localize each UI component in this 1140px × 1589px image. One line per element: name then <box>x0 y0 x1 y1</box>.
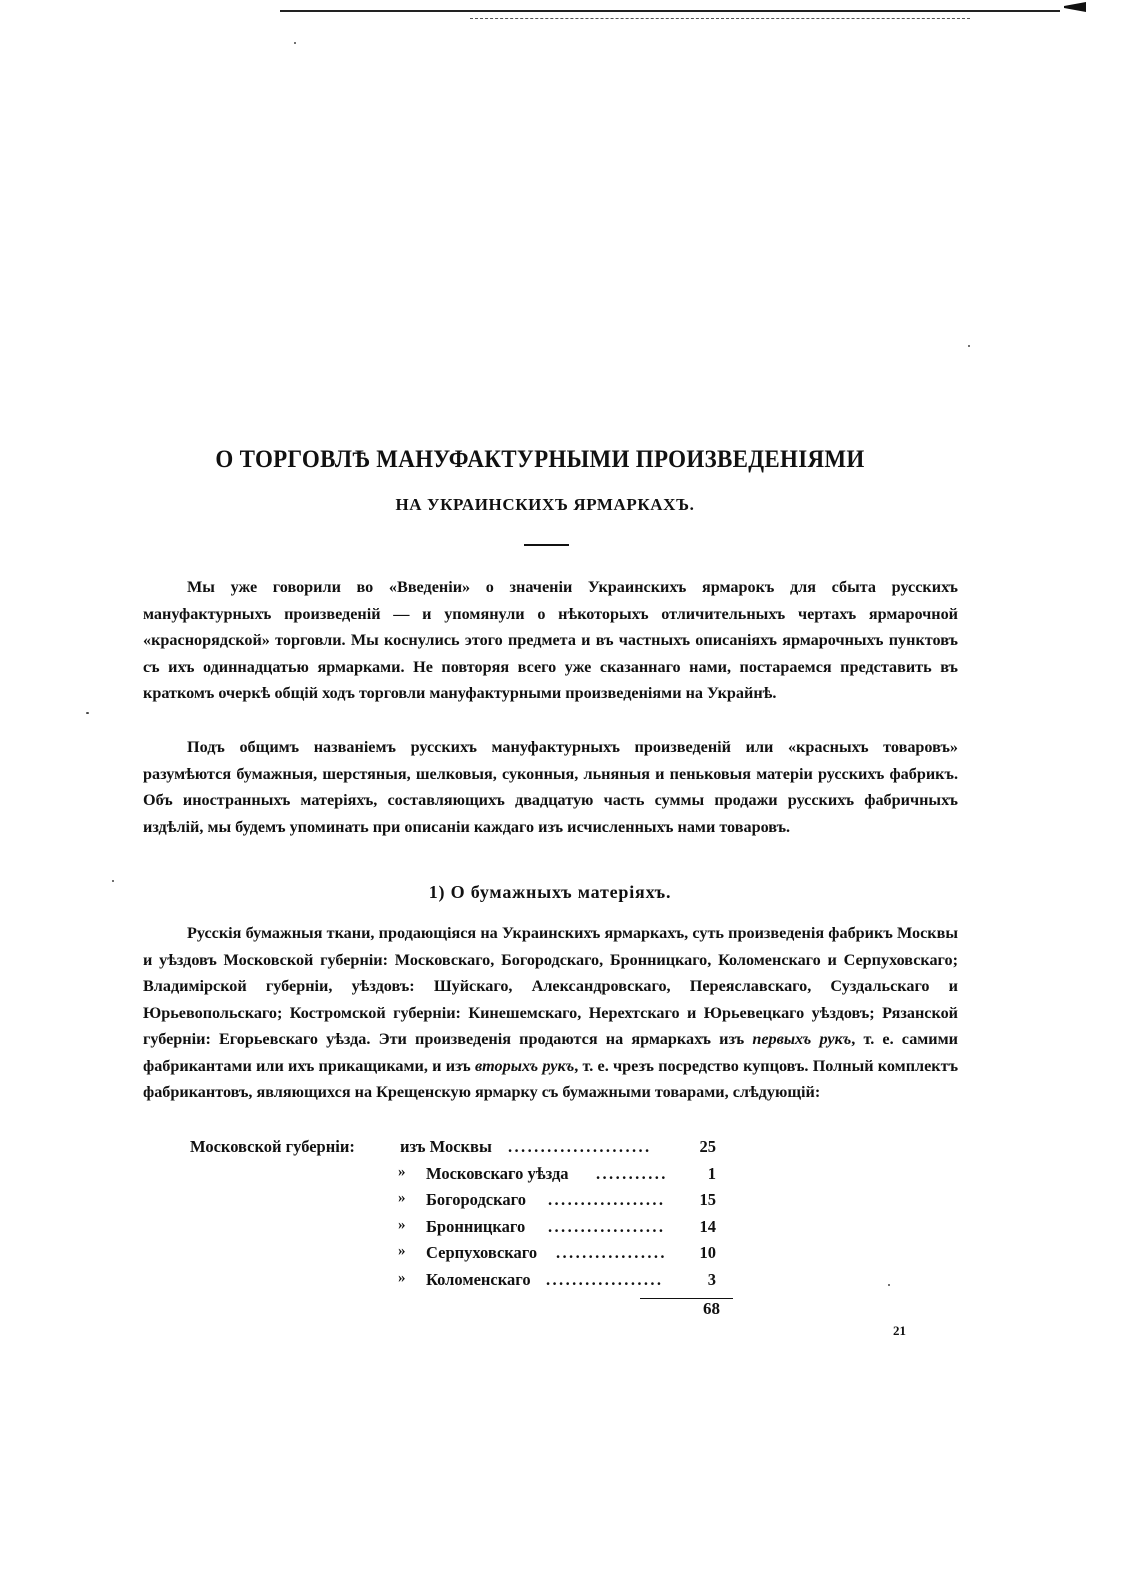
paragraph-cotton-text: Русскія бумажныя ткани, продающіяся на Украинскихъ ярмаркахъ, суть произведенія фабрикъ Москвы и уѣздовъ Московской губерніи: Московскаго, Богородскаго, Бронницкаго, Коломенскаго и Серпуховскаго; Владимірской губерніи, уѣздовъ: Шуйскаго, Александровскаго, Переяславскаго, Суздальскаго и Юрьевопольскаго; Костромской губерніи: Кинешемскаго, Нерехтскаго и Юрьевецкаго уѣздовъ; Рязанской губерніи: Егорьевскаго уѣзда. Эти произведенія продаются на ярмаркахъ изъ <box>143 924 958 1048</box>
table-row-value: 25 <box>699 1137 716 1156</box>
scan-speck <box>112 880 114 882</box>
scan-artifact-rule <box>470 18 970 19</box>
table-row-label: изъ Москвы <box>400 1137 492 1156</box>
table-row <box>0 1137 1140 1163</box>
table-total: 68 <box>703 1299 720 1318</box>
table-row-label: Богородскаго <box>426 1190 526 1209</box>
paragraph-intro: Мы уже говорили во «Введеніи» о значеніи Украинскихъ ярмарокъ для сбыта русскихъ мануфактурныхъ произведеній — и упомянули о нѣкоторыхъ отличительныхъ чертахъ ярмарочной «краснорядской» торговли. Мы коснулись этого предмета и въ частныхъ описаніяхъ ярмарочныхъ пунктовъ съ ихъ одиннадцатью ярмарками. Не повторяя всего уже сказаннаго нами, постараемся представить въ краткомъ очеркѣ общій ходъ торговли мануфактурными произведеніями на Украйнѣ. <box>143 578 958 702</box>
scan-artifact-mark <box>1064 2 1086 12</box>
title-divider <box>524 544 569 546</box>
table-row-value: 15 <box>699 1190 716 1209</box>
paragraph-cotton-text: , т. е. чрезъ посредство купцовъ. Полный комплектъ фабрикантовъ, являющихся на Крещенскую ярмарку съ бумажными товарами, слѣдующій: <box>143 1056 959 1101</box>
table-row-value: 10 <box>699 1243 716 1262</box>
scan-artifact-rule <box>280 10 1060 12</box>
table-row-value: 3 <box>707 1270 716 1289</box>
leader-dots: ........... <box>596 1164 668 1183</box>
table-row-label: Бронницкаго <box>426 1217 526 1236</box>
paragraph-definition: Подъ общимъ названіемъ русскихъ мануфактурныхъ произведеній или «красныхъ товаровъ» разумѣются бумажныя, шерстяныя, шелковыя, суконныя, льняныя и пеньковыя матеріи русскихъ фабрикъ. Объ иностранныхъ матеріяхъ, составляющихъ двадцатую часть суммы продажи русскихъ фабричныхъ издѣлій, мы будемъ упоминать при описаніи каждаго изъ исчисленныхъ нами товаровъ. <box>143 738 958 836</box>
scan-speck <box>968 345 970 347</box>
table-row <box>0 1270 1140 1296</box>
table-lead-label: Московской губерніи: <box>190 1137 355 1156</box>
paragraph-cotton-text: , т. е. самими фабрикантами или ихъ прикащиками, и изъ <box>143 1030 958 1075</box>
scan-speck <box>294 42 296 44</box>
emphasis-second-hands: вторыхъ рукъ <box>474 1056 575 1075</box>
leader-dots: .................. <box>548 1217 666 1236</box>
leader-dots: .................. <box>546 1270 664 1289</box>
ditto-mark: » <box>398 1164 406 1180</box>
table-row <box>0 1190 1140 1216</box>
scan-speck <box>86 712 89 714</box>
page-title: О ТОРГОВЛѢ МАНУФАКТУРНЫМИ ПРОИЗВЕДЕНІЯМИ <box>215 444 865 473</box>
page-number: 21 <box>893 1323 906 1338</box>
table-row-label: Серпуховскаго <box>426 1243 538 1262</box>
table-row-value: 1 <box>707 1164 716 1183</box>
ditto-mark: » <box>398 1270 406 1286</box>
leader-dots: .................. <box>548 1190 666 1209</box>
paragraph-cotton <box>143 920 958 1106</box>
emphasis-first-hands: первыхъ рукъ <box>752 1030 852 1048</box>
scan-speck <box>888 1284 890 1286</box>
table-row <box>0 1217 1140 1243</box>
page-subtitle: НА УКРАИНСКИХЪ ЯРМАРКАХЪ. <box>395 495 695 514</box>
leader-dots: ...................... <box>508 1137 652 1156</box>
table-row-value: 14 <box>699 1217 716 1236</box>
leader-dots: ................. <box>556 1243 667 1262</box>
table-row-label: Коломенскаго <box>426 1270 531 1289</box>
table-row-label: Московскаго уѣзда <box>426 1164 569 1183</box>
ditto-mark: » <box>398 1217 406 1233</box>
ditto-mark: » <box>398 1190 406 1206</box>
ditto-mark: » <box>398 1243 406 1259</box>
table-row <box>0 1243 1140 1269</box>
table-row <box>0 1164 1140 1190</box>
section-heading: 1) О бумажныхъ матеріяхъ. <box>428 882 672 902</box>
